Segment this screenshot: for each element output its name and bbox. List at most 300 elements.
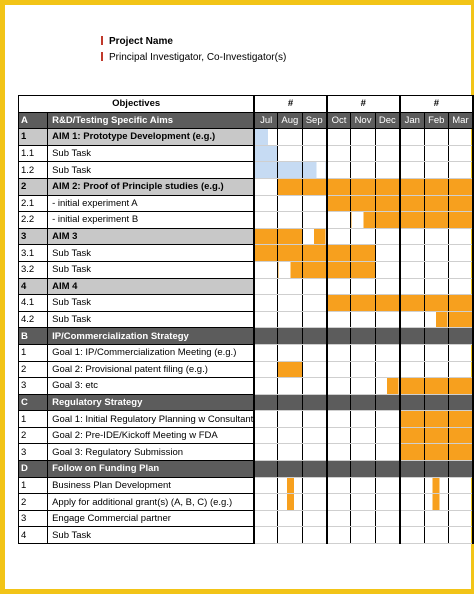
task-row — [19, 411, 474, 428]
timeline-cell — [327, 394, 351, 411]
timeline-bar-cell — [351, 245, 375, 262]
timeline-cell — [424, 394, 448, 411]
quarter-label: # — [400, 96, 473, 113]
timeline-cell — [278, 295, 302, 312]
timeline-bar-cell — [302, 245, 327, 262]
timeline-cell — [375, 361, 400, 378]
timeline-cell — [327, 461, 351, 478]
timeline-cell — [327, 145, 351, 162]
timeline-cell — [351, 162, 375, 179]
task-row — [19, 145, 474, 162]
timeline-cell — [278, 129, 302, 146]
timeline-bar-cell — [351, 261, 375, 278]
timeline-cell — [302, 411, 327, 428]
timeline-cell — [327, 129, 351, 146]
timeline-cell — [278, 328, 302, 345]
timeline-cell — [278, 344, 302, 361]
timeline-cell — [327, 212, 351, 229]
timeline-bar-cell — [448, 378, 473, 395]
timeline-bar-cell — [327, 195, 351, 212]
timeline-cell — [254, 394, 277, 411]
timeline-cell — [302, 527, 327, 544]
timeline-bar-cell — [424, 195, 448, 212]
task-row — [19, 344, 474, 361]
timeline-cell — [302, 129, 327, 146]
timeline-cell — [448, 494, 473, 511]
row-label: Goal 1: Initial Regulatory Planning w Consultant — [48, 411, 255, 428]
timeline-cell — [302, 278, 327, 295]
timeline-bar-cell — [302, 228, 327, 245]
timeline-cell — [424, 361, 448, 378]
timeline-cell — [375, 228, 400, 245]
timeline-bar-cell — [400, 427, 424, 444]
row-id: 4 — [19, 527, 48, 544]
timeline-cell — [254, 344, 277, 361]
timeline-bar-cell — [278, 245, 302, 262]
timeline-cell — [278, 444, 302, 461]
timeline-bar-cell — [327, 261, 351, 278]
timeline-cell — [254, 427, 277, 444]
timeline-cell — [375, 461, 400, 478]
timeline-cell — [351, 427, 375, 444]
row-id: 1 — [19, 129, 48, 146]
timeline-cell — [448, 129, 473, 146]
task-row — [19, 427, 474, 444]
timeline-cell — [448, 510, 473, 527]
timeline-cell — [254, 477, 277, 494]
row-label: Goal 2: Provisional patent filing (e.g.) — [48, 361, 255, 378]
timeline-bar-cell — [375, 295, 400, 312]
row-label: Sub Task — [48, 162, 255, 179]
timeline-cell — [327, 427, 351, 444]
timeline-bar-cell — [424, 411, 448, 428]
timeline-cell — [400, 461, 424, 478]
month-label: Mar — [448, 112, 473, 129]
timeline-cell — [375, 510, 400, 527]
timeline-cell — [448, 162, 473, 179]
task-row — [19, 477, 474, 494]
timeline-cell — [351, 477, 375, 494]
timeline-cell — [302, 145, 327, 162]
bullet-marker — [101, 52, 103, 61]
task-row — [19, 261, 474, 278]
timeline-bar-cell — [254, 228, 277, 245]
timeline-bar-cell — [400, 178, 424, 195]
timeline-cell — [424, 145, 448, 162]
timeline-cell — [254, 361, 277, 378]
row-id: 4 — [19, 278, 48, 295]
timeline-cell — [327, 527, 351, 544]
timeline-bar-cell — [400, 411, 424, 428]
timeline-cell — [302, 311, 327, 328]
task-row — [19, 510, 474, 527]
aim-row — [19, 129, 474, 146]
month-label: Oct — [327, 112, 351, 129]
row-label: - initial experiment B — [48, 212, 255, 229]
task-row — [19, 527, 474, 544]
row-label: - initial experiment A — [48, 195, 255, 212]
timeline-cell — [448, 328, 473, 345]
task-row — [19, 311, 474, 328]
objectives-header: Objectives — [19, 96, 255, 113]
row-label: AIM 4 — [48, 278, 255, 295]
timeline-bar-cell — [351, 178, 375, 195]
row-label: Sub Task — [48, 145, 255, 162]
timeline-cell — [254, 444, 277, 461]
row-id: 3 — [19, 378, 48, 395]
timeline-cell — [400, 129, 424, 146]
timeline-cell — [278, 212, 302, 229]
timeline-cell — [424, 527, 448, 544]
timeline-bar-cell — [351, 212, 375, 229]
timeline-cell — [375, 145, 400, 162]
timeline-bar-cell — [424, 378, 448, 395]
project-name-line — [101, 34, 286, 50]
row-id: B — [19, 328, 48, 345]
timeline-bar-cell — [375, 212, 400, 229]
timeline-cell — [375, 411, 400, 428]
row-label: Sub Task — [48, 311, 255, 328]
timeline-cell — [400, 494, 424, 511]
timeline-bar-cell — [254, 162, 277, 179]
timeline-cell — [327, 411, 351, 428]
timeline-cell — [278, 411, 302, 428]
timeline-cell — [424, 328, 448, 345]
timeline-cell — [254, 311, 277, 328]
timeline-bar-cell — [351, 195, 375, 212]
timeline-cell — [302, 394, 327, 411]
timeline-cell — [254, 411, 277, 428]
row-id: 1 — [19, 344, 48, 361]
timeline-cell — [254, 461, 277, 478]
timeline-cell — [302, 477, 327, 494]
row-label: Goal 1: IP/Commercialization Meeting (e.g.) — [48, 344, 255, 361]
timeline-bar-cell — [448, 427, 473, 444]
aim-row — [19, 178, 474, 195]
timeline-cell — [278, 195, 302, 212]
timeline-cell — [424, 228, 448, 245]
aim-row — [19, 278, 474, 295]
timeline-cell — [278, 461, 302, 478]
timeline-cell — [351, 328, 375, 345]
timeline-cell — [375, 394, 400, 411]
timeline-cell — [424, 278, 448, 295]
timeline-cell — [302, 195, 327, 212]
task-row — [19, 245, 474, 262]
timeline-cell — [448, 145, 473, 162]
timeline-bar-cell — [327, 245, 351, 262]
timeline-cell — [302, 212, 327, 229]
timeline-cell — [254, 261, 277, 278]
timeline-bar-cell — [278, 477, 302, 494]
timeline-cell — [375, 427, 400, 444]
timeline-bar-cell — [302, 162, 327, 179]
timeline-cell — [424, 129, 448, 146]
timeline-cell — [327, 311, 351, 328]
section-id: A — [19, 112, 48, 129]
timeline-cell — [448, 527, 473, 544]
row-id: 3 — [19, 228, 48, 245]
task-row — [19, 295, 474, 312]
timeline-cell — [254, 212, 277, 229]
row-label: Goal 2: Pre-IDE/Kickoff Meeting w FDA — [48, 427, 255, 444]
timeline-bar-cell — [327, 178, 351, 195]
timeline-bar-cell — [400, 378, 424, 395]
timeline-bar-cell — [254, 129, 277, 146]
month-label: Nov — [351, 112, 375, 129]
timeline-cell — [302, 344, 327, 361]
timeline-bar-cell — [400, 295, 424, 312]
timeline-cell — [424, 461, 448, 478]
timeline-cell — [400, 527, 424, 544]
timeline-cell — [375, 162, 400, 179]
row-id: 2.2 — [19, 212, 48, 229]
timeline-bar-cell — [375, 178, 400, 195]
timeline-cell — [400, 510, 424, 527]
timeline-cell — [448, 477, 473, 494]
timeline-cell — [351, 394, 375, 411]
month-label: Sep — [302, 112, 327, 129]
task-row — [19, 494, 474, 511]
row-id: D — [19, 461, 48, 478]
timeline-cell — [351, 510, 375, 527]
timeline-cell — [375, 261, 400, 278]
timeline-cell — [448, 228, 473, 245]
timeline-bar-cell — [424, 477, 448, 494]
timeline-cell — [351, 361, 375, 378]
timeline-cell — [375, 477, 400, 494]
timeline-cell — [448, 361, 473, 378]
timeline-cell — [351, 228, 375, 245]
row-id: 3.2 — [19, 261, 48, 278]
row-id: 2 — [19, 427, 48, 444]
timeline-cell — [448, 245, 473, 262]
document-header — [101, 34, 286, 66]
row-id: 1 — [19, 411, 48, 428]
timeline-cell — [448, 278, 473, 295]
timeline-bar-cell — [375, 195, 400, 212]
timeline-cell — [254, 295, 277, 312]
timeline-cell — [351, 494, 375, 511]
row-id: 2 — [19, 178, 48, 195]
timeline-bar-cell — [278, 494, 302, 511]
row-id: 3 — [19, 510, 48, 527]
task-row — [19, 361, 474, 378]
month-label: Feb — [424, 112, 448, 129]
timeline-cell — [327, 494, 351, 511]
timeline-cell — [351, 278, 375, 295]
timeline-cell — [254, 494, 277, 511]
timeline-bar-cell — [278, 178, 302, 195]
timeline-bar-cell — [278, 361, 302, 378]
gantt-chart-table — [18, 95, 474, 544]
timeline-bar-cell — [278, 228, 302, 245]
month-label: Jul — [254, 112, 277, 129]
timeline-cell — [278, 278, 302, 295]
row-id: 1.1 — [19, 145, 48, 162]
timeline-cell — [424, 510, 448, 527]
timeline-cell — [351, 527, 375, 544]
row-label: Engage Commercial partner — [48, 510, 255, 527]
row-id: 4.1 — [19, 295, 48, 312]
row-id: 2.1 — [19, 195, 48, 212]
timeline-cell — [400, 162, 424, 179]
timeline-cell — [400, 394, 424, 411]
timeline-bar-cell — [448, 178, 473, 195]
row-label: Goal 3: etc — [48, 378, 255, 395]
timeline-bar-cell — [424, 444, 448, 461]
timeline-cell — [448, 461, 473, 478]
timeline-cell — [327, 328, 351, 345]
timeline-bar-cell — [400, 444, 424, 461]
timeline-cell — [278, 427, 302, 444]
timeline-bar-cell — [424, 427, 448, 444]
timeline-cell — [424, 245, 448, 262]
row-label: IP/Commercialization Strategy — [48, 328, 255, 345]
row-label: Sub Task — [48, 295, 255, 312]
timeline-bar-cell — [424, 494, 448, 511]
timeline-bar-cell — [448, 444, 473, 461]
timeline-cell — [327, 477, 351, 494]
section-row — [19, 328, 474, 345]
timeline-cell — [375, 311, 400, 328]
quarter-label: # — [254, 96, 326, 113]
timeline-cell — [327, 278, 351, 295]
timeline-cell — [400, 328, 424, 345]
timeline-cell — [302, 510, 327, 527]
timeline-cell — [400, 278, 424, 295]
timeline-cell — [327, 344, 351, 361]
section-row — [19, 394, 474, 411]
timeline-cell — [278, 378, 302, 395]
months-row — [19, 112, 474, 129]
timeline-bar-cell — [302, 261, 327, 278]
row-label: AIM 3 — [48, 228, 255, 245]
timeline-cell — [400, 145, 424, 162]
timeline-bar-cell — [400, 212, 424, 229]
bullet-marker — [101, 36, 103, 45]
timeline-cell — [302, 427, 327, 444]
timeline-cell — [400, 311, 424, 328]
aim-row — [19, 228, 474, 245]
row-label: Sub Task — [48, 527, 255, 544]
row-label: Apply for additional grant(s) (A, B, C) (e.g.) — [48, 494, 255, 511]
timeline-cell — [375, 344, 400, 361]
timeline-cell — [448, 394, 473, 411]
timeline-cell — [375, 527, 400, 544]
timeline-cell — [278, 311, 302, 328]
task-row — [19, 162, 474, 179]
timeline-cell — [424, 162, 448, 179]
project-name: Project Name — [109, 36, 173, 47]
timeline-bar-cell — [424, 212, 448, 229]
timeline-cell — [302, 494, 327, 511]
timeline-cell — [278, 394, 302, 411]
timeline-bar-cell — [448, 295, 473, 312]
timeline-cell — [327, 228, 351, 245]
month-label: Dec — [375, 112, 400, 129]
timeline-cell — [351, 311, 375, 328]
timeline-cell — [424, 261, 448, 278]
row-id: 1.2 — [19, 162, 48, 179]
timeline-cell — [327, 162, 351, 179]
timeline-cell — [351, 461, 375, 478]
timeline-bar-cell — [302, 178, 327, 195]
timeline-bar-cell — [327, 295, 351, 312]
timeline-bar-cell — [278, 261, 302, 278]
timeline-cell — [254, 328, 277, 345]
timeline-cell — [351, 145, 375, 162]
timeline-cell — [400, 245, 424, 262]
row-id: 3 — [19, 444, 48, 461]
timeline-bar-cell — [254, 245, 277, 262]
timeline-cell — [351, 344, 375, 361]
timeline-cell — [400, 228, 424, 245]
timeline-cell — [254, 278, 277, 295]
timeline-cell — [400, 261, 424, 278]
timeline-bar-cell — [448, 195, 473, 212]
row-label: Sub Task — [48, 245, 255, 262]
timeline-bar-cell — [375, 378, 400, 395]
header-row — [19, 96, 474, 113]
row-id: 3.1 — [19, 245, 48, 262]
month-label: Aug — [278, 112, 302, 129]
timeline-cell — [375, 494, 400, 511]
row-label: Goal 3: Regulatory Submission — [48, 444, 255, 461]
investigators: Principal Investigator, Co-Investigator(s) — [109, 52, 287, 63]
timeline-cell — [351, 444, 375, 461]
row-label: Sub Task — [48, 261, 255, 278]
timeline-cell — [351, 411, 375, 428]
timeline-cell — [278, 527, 302, 544]
row-id: 4.2 — [19, 311, 48, 328]
timeline-bar-cell — [424, 295, 448, 312]
timeline-cell — [375, 444, 400, 461]
timeline-cell — [375, 328, 400, 345]
timeline-cell — [327, 378, 351, 395]
timeline-cell — [302, 378, 327, 395]
timeline-cell — [302, 444, 327, 461]
row-id: 1 — [19, 477, 48, 494]
row-label: AIM 2: Proof of Principle studies (e.g.) — [48, 178, 255, 195]
section-label: R&D/Testing Specific Aims — [48, 112, 255, 129]
timeline-cell — [375, 129, 400, 146]
timeline-bar-cell — [278, 162, 302, 179]
timeline-cell — [302, 295, 327, 312]
timeline-bar-cell — [400, 195, 424, 212]
task-row — [19, 195, 474, 212]
timeline-cell — [302, 328, 327, 345]
timeline-cell — [327, 444, 351, 461]
row-label: Business Plan Development — [48, 477, 255, 494]
row-id: 2 — [19, 361, 48, 378]
task-row — [19, 444, 474, 461]
timeline-bar-cell — [351, 295, 375, 312]
row-label: Follow on Funding Plan — [48, 461, 255, 478]
timeline-cell — [375, 245, 400, 262]
task-row — [19, 378, 474, 395]
section-row — [19, 461, 474, 478]
timeline-cell — [254, 178, 277, 195]
timeline-bar-cell — [254, 145, 277, 162]
timeline-cell — [424, 344, 448, 361]
timeline-bar-cell — [424, 311, 448, 328]
timeline-cell — [254, 527, 277, 544]
timeline-cell — [448, 261, 473, 278]
timeline-cell — [254, 195, 277, 212]
timeline-cell — [351, 129, 375, 146]
month-label: Jan — [400, 112, 424, 129]
